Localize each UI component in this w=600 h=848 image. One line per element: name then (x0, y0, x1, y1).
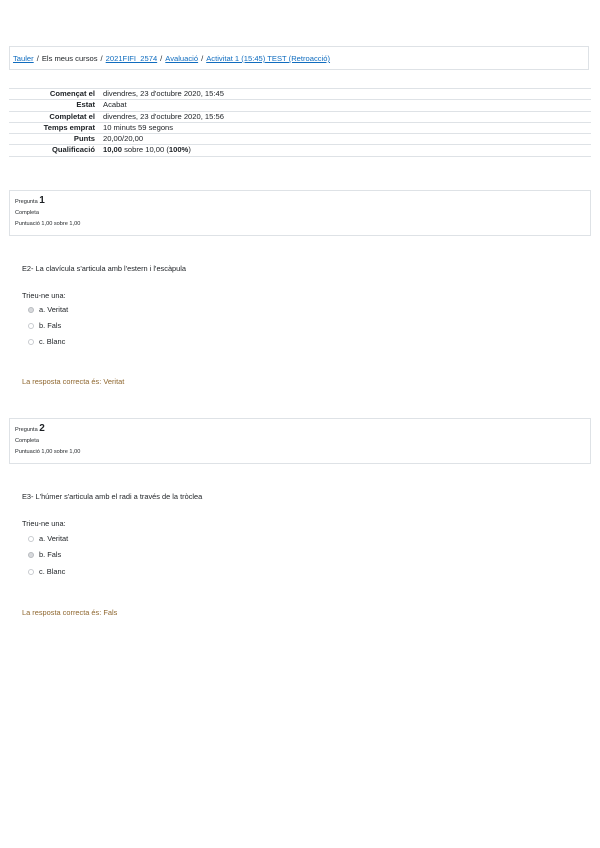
summary-value: Acabat (103, 100, 591, 111)
radio-unselected-icon[interactable] (28, 536, 34, 542)
breadcrumb (9, 46, 589, 70)
summary-value: 20,00/20,00 (103, 134, 591, 145)
breadcrumb-separator: / (201, 54, 204, 63)
question-2-prompt: Trieu-ne una: (22, 519, 66, 528)
breadcrumb-item-my-courses: Els meus cursos (41, 54, 98, 63)
summary-value-grade (103, 145, 591, 156)
question-1-option-a[interactable] (28, 305, 68, 315)
breadcrumb-separator: / (160, 54, 163, 63)
option-label: a. Veritat (39, 305, 69, 314)
question-1-prompt: Trieu-ne una: (22, 291, 66, 300)
breadcrumb-link-assessment[interactable]: Avaluació (165, 54, 199, 63)
summary-row-marks (9, 134, 591, 145)
question-number: 1 (39, 195, 45, 206)
question-state: Completa (15, 210, 39, 216)
summary-value: 10 minuts 59 segons (103, 122, 591, 133)
summary-row-time-taken (9, 122, 591, 133)
question-state: Completa (15, 438, 39, 444)
attempt-summary-table (9, 88, 591, 157)
summary-label: Començat el (9, 89, 103, 100)
breadcrumb-link-activity[interactable]: Activitat 1 (15:45) TEST (Retroacció) (206, 54, 331, 63)
question-label: Pregunta (15, 427, 38, 433)
question-grade: Puntuació 1,00 sobre 1,00 (15, 221, 81, 227)
grade-close-paren: ) (188, 145, 191, 155)
option-label: a. Veritat (39, 534, 69, 543)
breadcrumb-link-course[interactable]: 2021FIFI_2574 (105, 54, 158, 63)
breadcrumb-link-tauler[interactable]: Tauler (13, 54, 34, 63)
radio-unselected-icon[interactable] (28, 323, 34, 329)
question-2-info (9, 418, 591, 464)
question-2-feedback: La resposta correcta és: Fals (22, 608, 118, 617)
option-label: c. Blanc (39, 567, 66, 576)
question-2-option-a[interactable] (28, 534, 68, 544)
summary-label: Temps emprat (9, 122, 103, 133)
option-label: b. Fals (39, 550, 62, 559)
option-label: b. Fals (39, 321, 62, 330)
question-grade: Puntuació 1,00 sobre 1,00 (15, 449, 81, 455)
grade-out-of: sobre 10,00 ( (122, 145, 169, 155)
question-1-info (9, 190, 591, 236)
summary-row-started (9, 89, 591, 100)
radio-selected-icon[interactable] (28, 307, 34, 313)
radio-selected-icon[interactable] (28, 552, 34, 558)
summary-value: divendres, 23 d'octubre 2020, 15:56 (103, 111, 591, 122)
summary-row-state (9, 100, 591, 111)
grade-percent: 100% (168, 145, 189, 155)
summary-label: Punts (9, 134, 103, 145)
question-number: 2 (39, 423, 45, 434)
grade-score: 10,00 (103, 145, 123, 155)
question-1-option-b[interactable] (28, 321, 61, 331)
summary-label: Qualificació (9, 145, 103, 156)
question-1-text: E2- La clavícula s'articula amb l'estern i l'escàpula (22, 264, 187, 273)
summary-label: Estat (9, 100, 103, 111)
summary-value: divendres, 23 d'octubre 2020, 15:45 (103, 89, 591, 100)
breadcrumb-separator: / (36, 54, 39, 63)
question-1-feedback: La resposta correcta és: Veritat (22, 377, 125, 386)
radio-unselected-icon[interactable] (28, 569, 34, 575)
question-2-option-c[interactable] (28, 567, 65, 577)
summary-label: Completat el (9, 111, 103, 122)
radio-unselected-icon[interactable] (28, 339, 34, 345)
question-2-option-b[interactable] (28, 550, 61, 560)
breadcrumb-separator: / (100, 54, 103, 63)
question-2-text: E3- L'húmer s'articula amb el radi a través de la tròclea (22, 492, 203, 501)
option-label: c. Blanc (39, 337, 66, 346)
question-label: Pregunta (15, 199, 38, 205)
summary-row-grade (9, 145, 591, 156)
question-1-option-c[interactable] (28, 337, 65, 347)
summary-row-completed (9, 111, 591, 122)
